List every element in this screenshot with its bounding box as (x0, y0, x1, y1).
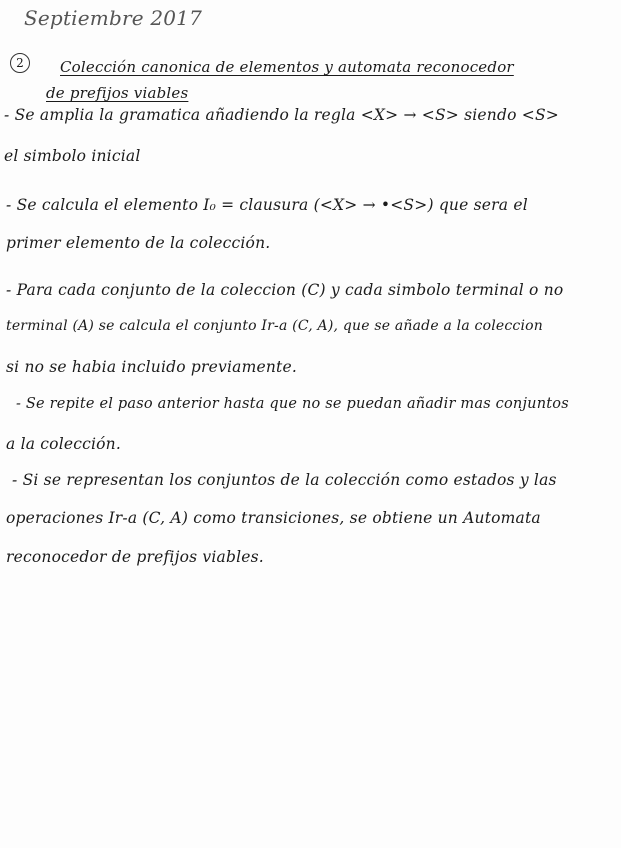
text-line: - Se repite el paso anterior hasta que no se puedan añadir mas conjuntos (16, 396, 569, 412)
text-line: el simbolo inicial (4, 147, 141, 165)
text-line: a la colección. (6, 435, 121, 453)
text-line: terminal (A) se calcula el conjunto Ir-a (C, A), que se añade a la coleccion (6, 318, 543, 334)
text-line: - Se amplia la gramatica añadiendo la regla <X> → <S> siendo <S> (4, 106, 559, 124)
title-line-1: Colección canonica de elementos y automata reconocedor (60, 58, 514, 76)
title-line-2: de prefijos viables (46, 84, 189, 102)
text-line: operaciones Ir-a (C, A) como transiciones, se obtiene un Automata (6, 509, 541, 527)
page-date: Septiembre 2017 (24, 6, 203, 30)
question-number-circle: 2 (10, 53, 30, 73)
text-line: reconocedor de prefijos viables. (6, 548, 264, 566)
text-line: si no se habia incluido previamente. (6, 358, 297, 376)
text-line: - Se calcula el elemento I₀ = clausura (<X> → •<S>) que sera el (6, 196, 528, 214)
text-line: primer elemento de la colección. (6, 234, 271, 252)
text-line: - Para cada conjunto de la coleccion (C) y cada simbolo terminal o no (6, 281, 564, 299)
text-line: - Si se representan los conjuntos de la colección como estados y las (12, 471, 557, 489)
